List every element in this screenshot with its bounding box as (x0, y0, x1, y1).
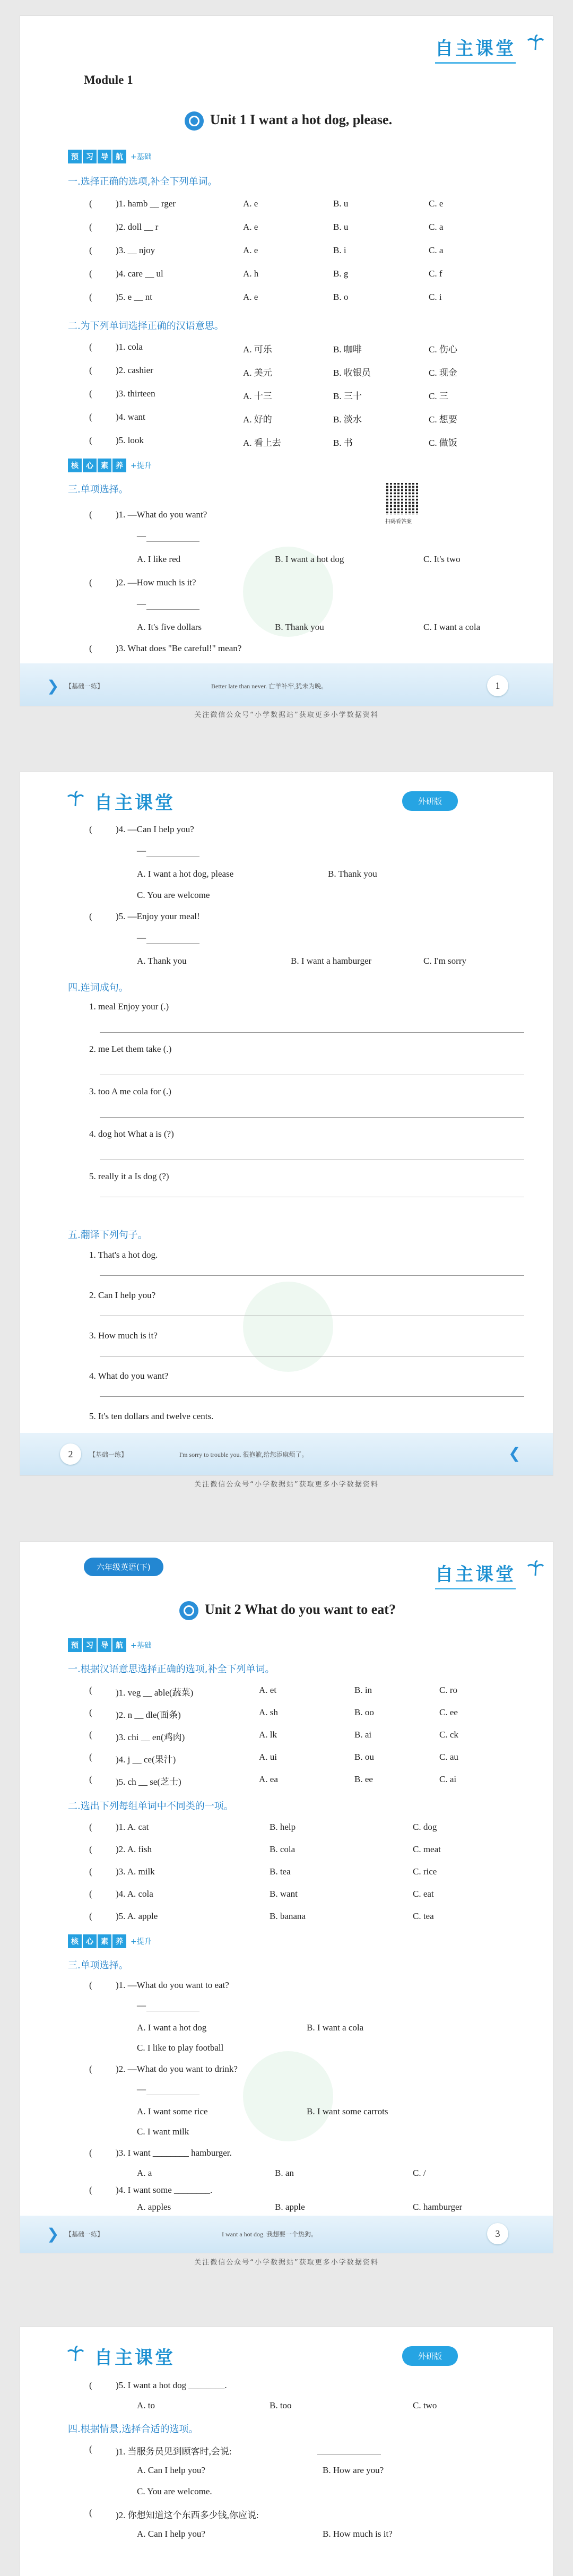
arrow-right-icon: ❯ (47, 2225, 59, 2243)
option-c: C. two (413, 2400, 437, 2410)
option-c: C. ck (439, 1730, 458, 1740)
option-c: C. 现金 (429, 368, 457, 378)
option-c: C. You are welcome. (137, 2486, 212, 2496)
reorder-row: 3. too A me cola for (.) (89, 1086, 171, 1096)
option-c: C. i (429, 292, 442, 302)
question-row: )1. veg __ able(蔬菜) (116, 1688, 194, 1698)
question-row: )5. A. apple (116, 1911, 158, 1921)
reorder-row: 2. me Let them take (.) (89, 1044, 172, 1054)
banner-block: 航 (112, 150, 126, 163)
option-b: B. How are you? (323, 2465, 384, 2475)
answer-paren[interactable]: ( (89, 643, 92, 653)
question-row: )4. I want some ________. (116, 2185, 213, 2195)
section-1-title: 一.根据汉语意思选择正确的选项,补全下列单词。 (68, 1664, 275, 1675)
edition-pill: 外研版 (402, 791, 458, 811)
answer-paren[interactable]: ( (89, 1685, 92, 1695)
answer-paren[interactable]: ( (89, 245, 92, 255)
question-row: )5. e __ nt (116, 292, 152, 302)
option-c: C. / (413, 2168, 426, 2178)
option-c: C. 三 (429, 391, 448, 401)
section-5-title: 五.翻译下列句子。 (68, 1230, 147, 1241)
page-footer (20, 2216, 553, 2253)
option-c: C. hamburger (413, 2202, 463, 2212)
answer-blank[interactable] (146, 943, 199, 944)
question-row: )4. want (116, 412, 145, 422)
banner-block: 养 (112, 1934, 126, 1948)
option-a: A. et (259, 1685, 277, 1695)
question-row: )1. hamb __ rger (116, 198, 176, 209)
answer-paren[interactable]: ( (89, 1866, 92, 1877)
answer-paren[interactable]: ( (89, 1822, 92, 1832)
option-b: B. ai (354, 1730, 372, 1740)
option-b: B. g (333, 269, 349, 279)
banner-preview (68, 149, 152, 165)
banner-core (68, 1933, 152, 1949)
page-caption: 关注微信公众号“小学数据站”获取更多小学数据资料 (194, 1481, 379, 1489)
answer-paren[interactable]: ( (89, 911, 92, 921)
banner-block: 心 (83, 459, 97, 472)
page-number: 2 (60, 1443, 81, 1465)
arrow-right-icon: ❯ (47, 677, 59, 695)
option-c: C. au (439, 1752, 458, 1762)
answer-paren[interactable]: ( (89, 365, 92, 375)
option-b: B. 咖啡 (333, 344, 362, 355)
answer-paren[interactable]: ( (89, 2064, 92, 2074)
page-number: 1 (487, 675, 508, 696)
answer-paren[interactable]: ( (89, 2444, 92, 2454)
option-c: C. It's two (423, 554, 461, 564)
option-b: B. I want a cola (307, 2022, 364, 2033)
banner-sub: +提升 (131, 1938, 152, 1946)
option-a: A. 美元 (243, 368, 272, 378)
answer-paren[interactable]: ( (89, 1889, 92, 1899)
answer-paren[interactable]: ( (89, 292, 92, 302)
option-b: B. apple (275, 2202, 305, 2212)
section-3-title: 三.单项选择。 (68, 1960, 128, 1971)
option-c: C. dog (413, 1822, 437, 1832)
option-b: B. I want a hamburger (291, 956, 372, 966)
translate-row: 3. How much is it? (89, 1330, 158, 1341)
header-logo: 自主课堂 (94, 2347, 175, 2368)
answer-blank[interactable] (317, 2454, 381, 2455)
option-b: B. Thank you (328, 869, 377, 879)
question-row: )5. —Enjoy your meal! (116, 911, 200, 921)
unit-disc-icon (179, 1601, 198, 1620)
option-c: C. 做饭 (429, 438, 457, 448)
option-a: A. It's five dollars (137, 622, 202, 632)
page-footer (20, 1433, 553, 1475)
watermark-logo (243, 1282, 333, 1372)
answer-paren[interactable]: ( (89, 1844, 92, 1854)
section-2-title: 二.为下列单词选择正确的汉语意思。 (68, 321, 224, 332)
question-row: )4. care __ ul (116, 269, 163, 279)
option-c: C. eat (413, 1889, 434, 1899)
question-row: )2. —How much is it? (116, 577, 196, 587)
question-row: )1. —What do you want? (116, 509, 207, 520)
option-b: B. I want some carrots (307, 2106, 388, 2116)
answer-paren[interactable]: ( (89, 1752, 92, 1762)
answer-line[interactable] (100, 1117, 524, 1118)
option-b: B. too (270, 2400, 292, 2410)
option-c: C. a (429, 222, 444, 232)
section-2-title: 二.选出下列每组单词中不同类的一项。 (68, 1801, 233, 1812)
answer-line[interactable] (100, 1396, 524, 1397)
reorder-row: 5. really it a Is dog (?) (89, 1171, 169, 1181)
option-b: B. ou (354, 1752, 374, 1762)
edition-pill: 外研版 (402, 2346, 458, 2366)
option-a: A. sh (259, 1707, 278, 1717)
question-row: )5. I want a hot dog ________. (116, 2380, 227, 2390)
banner-sub: +基础 (131, 1641, 152, 1650)
answer-paren[interactable]: ( (89, 577, 92, 587)
question-row: )3. __ njoy (116, 245, 155, 255)
option-a: A. ea (259, 1774, 278, 1784)
banner-preview (68, 1637, 152, 1653)
section-4-title: 四.连词成句。 (68, 982, 128, 993)
answer-paren[interactable]: ( (89, 1730, 92, 1740)
option-b: B. I want a hot dog (275, 554, 344, 564)
option-c: C. ro (439, 1685, 457, 1695)
option-a: A. Can I help you? (137, 2529, 205, 2539)
answer-paren[interactable]: ( (89, 435, 92, 445)
option-c: C. You are welcome (137, 890, 210, 900)
unit-title: Unit 1 I want a hot dog, please. (185, 111, 392, 131)
option-a: A. Can I help you? (137, 2465, 205, 2475)
banner-block: 习 (83, 150, 97, 163)
answer-paren[interactable]: ( (89, 412, 92, 422)
answer-paren[interactable]: ( (89, 2185, 92, 2195)
reorder-row: 4. dog hot What a is (?) (89, 1129, 174, 1139)
option-a: A. h (243, 269, 259, 279)
option-b: B. i (333, 245, 346, 255)
option-c: C. tea (413, 1911, 434, 1921)
question-row: )3. What does "Be careful!" mean? (116, 643, 242, 653)
page-3 (20, 1542, 553, 2253)
option-a: A. to (137, 2400, 155, 2410)
option-c: C. I like to play football (137, 2043, 224, 2053)
banner-block: 预 (68, 1638, 82, 1652)
question-row: )1. A. cat (116, 1822, 149, 1832)
option-b: B. 三十 (333, 391, 362, 401)
arrow-left-icon: ❮ (508, 1445, 521, 1462)
question-row: )3. thirteen (116, 388, 155, 399)
answer-paren[interactable]: ( (89, 1707, 92, 1717)
option-c: C. meat (413, 1844, 441, 1854)
option-c: C. 伤心 (429, 344, 457, 355)
question-row: )2. 你想知道这个东西多少钱,你应说: (116, 2510, 259, 2520)
palm-tree-icon (67, 790, 84, 807)
option-b: B. in (354, 1685, 372, 1695)
answer-paren[interactable]: ( (89, 388, 92, 399)
question-row: )3. I want ________ hamburger. (116, 2148, 232, 2158)
banner-block: 养 (112, 459, 126, 472)
option-c: C. e (429, 198, 444, 209)
translate-row: 1. That's a hot dog. (89, 1250, 158, 1260)
option-a: A. I want some rice (137, 2106, 208, 2116)
page-caption: 关注微信公众号“小学数据站”获取更多小学数据资料 (194, 711, 379, 719)
question-row: )5. look (116, 435, 144, 445)
answer-paren[interactable]: ( (89, 269, 92, 279)
banner-block: 心 (83, 1934, 97, 1948)
answer-paren[interactable]: ( (89, 222, 92, 232)
option-a: A. a (137, 2168, 152, 2178)
banner-block: 航 (112, 1638, 126, 1652)
question-row: )2. cashier (116, 365, 153, 375)
answer-line[interactable] (100, 1275, 524, 1276)
answer-paren[interactable]: ( (89, 1980, 92, 1990)
answer-paren[interactable]: ( (89, 2380, 92, 2390)
option-a: A. 看上去 (243, 438, 281, 448)
banner-block: 导 (98, 150, 111, 163)
answer-dash: — (137, 2084, 146, 2094)
question-row: )3. A. milk (116, 1866, 155, 1877)
question-row: )3. chi __ en(鸡肉) (116, 1732, 185, 1742)
question-row: )4. j __ ce(果汁) (116, 1754, 176, 1765)
option-c: C. f (429, 269, 442, 279)
option-b: B. tea (270, 1866, 291, 1877)
option-a: A. ui (259, 1752, 277, 1762)
question-row: )1. cola (116, 342, 143, 352)
question-row: )1. —What do you want to eat? (116, 1980, 229, 1990)
banner-block: 素 (98, 1934, 111, 1948)
footer-label: 【基础一练】 (65, 682, 104, 690)
unit-title: Unit 2 What do you want to eat? (179, 1601, 396, 1620)
option-c: C. I'm sorry (423, 956, 466, 966)
option-b: B. 淡水 (333, 414, 362, 425)
reorder-row: 1. meal Enjoy your (.) (89, 1001, 169, 1012)
option-c: C. 想要 (429, 414, 457, 425)
palm-tree-icon (527, 34, 544, 51)
module-title: Module 1 (84, 73, 133, 87)
section-1-title: 一.选择正确的选项,补全下列单词。 (68, 176, 218, 187)
option-b: B. banana (270, 1911, 306, 1921)
answer-paren[interactable]: ( (89, 1774, 92, 1784)
footer-label: 【基础一练】 (89, 1451, 128, 1458)
option-c: C. ai (439, 1774, 457, 1784)
header-logo: 自主课堂 (94, 792, 175, 814)
question-row: )2. n __ dle(面条) (116, 1710, 181, 1720)
option-a: A. e (243, 198, 258, 209)
page-2 (20, 772, 553, 1475)
option-c: C. I want a cola (423, 622, 481, 632)
watermark-logo (243, 2051, 333, 2141)
banner-block: 核 (68, 459, 82, 472)
answer-paren[interactable]: ( (89, 509, 92, 520)
palm-tree-icon (527, 1560, 544, 1577)
option-b: B. o (333, 292, 349, 302)
question-row: )1. 当服务员见到顾客时,会说: (116, 2447, 232, 2457)
section-4-title: 四.根据情景,选择合适的选项。 (68, 2424, 198, 2435)
qr-caption: 扫码看答案 (385, 519, 412, 525)
page-1 (20, 16, 553, 706)
answer-dash: — (137, 2000, 146, 2010)
option-b: B. want (270, 1889, 298, 1899)
page-4 (20, 2327, 553, 2576)
option-b: B. u (333, 222, 349, 232)
option-b: B. an (275, 2168, 294, 2178)
answer-dash: — (137, 845, 146, 855)
option-a: A. apples (137, 2202, 171, 2212)
section-3-title: 三.单项选择。 (68, 484, 128, 495)
unit-disc-icon (185, 111, 204, 131)
option-b: B. oo (354, 1707, 374, 1717)
option-c: C. ee (439, 1707, 458, 1717)
banner-block: 习 (83, 1638, 97, 1652)
option-a: A. Thank you (137, 956, 187, 966)
option-a: A. I like red (137, 554, 181, 564)
page-footer (20, 663, 553, 706)
question-row: )4. A. cola (116, 1889, 153, 1899)
option-a: A. 十三 (243, 391, 272, 401)
grade-pill: 六年级英语(下) (84, 1558, 163, 1576)
question-row: )4. —Can I help you? (116, 824, 194, 834)
banner-block: 素 (98, 459, 111, 472)
answer-blank[interactable] (146, 541, 199, 542)
option-a: A. e (243, 222, 258, 232)
option-a: A. I want a hot dog, please (137, 869, 234, 879)
translate-row: 5. It's ten dollars and twelve cents. (89, 1411, 214, 1421)
option-a: A. I want a hot dog (137, 2022, 207, 2033)
qr-code-image[interactable] (386, 483, 418, 515)
option-a: A. lk (259, 1730, 277, 1740)
banner-core (68, 457, 152, 473)
footer-label: 【基础一练】 (65, 2231, 104, 2238)
option-b: B. help (270, 1822, 296, 1832)
option-b: B. Thank you (275, 622, 324, 632)
answer-paren[interactable]: ( (89, 2148, 92, 2158)
footer-motto: I want a hot dog. 我想要一个热狗。 (222, 2231, 317, 2238)
banner-block: 导 (98, 1638, 111, 1652)
header-logo: 自主课堂 (435, 1560, 516, 1589)
option-a: A. 好的 (243, 414, 272, 425)
answer-dash: — (137, 932, 146, 943)
answer-paren[interactable]: ( (89, 198, 92, 209)
option-b: B. ee (354, 1774, 373, 1784)
option-b: B. 书 (333, 438, 353, 448)
answer-dash: — (137, 599, 146, 609)
question-row: )2. doll __ r (116, 222, 159, 232)
option-b: B. u (333, 198, 349, 209)
answer-paren[interactable]: ( (89, 2508, 92, 2518)
option-a: A. 可乐 (243, 344, 272, 355)
answer-paren[interactable]: ( (89, 1911, 92, 1921)
option-c: C. I want milk (137, 2127, 189, 2137)
banner-block: 预 (68, 150, 82, 163)
footer-motto: Better late than never. 亡羊补牢,犹未为晚。 (211, 682, 328, 690)
answer-blank[interactable] (146, 609, 199, 610)
page-number: 3 (487, 2223, 508, 2244)
header-logo: 自主课堂 (435, 34, 516, 64)
palm-tree-icon (67, 2345, 84, 2362)
option-b: B. cola (270, 1844, 296, 1854)
option-a: A. e (243, 245, 258, 255)
option-b: B. 收银员 (333, 368, 371, 378)
option-a: A. e (243, 292, 258, 302)
answer-line[interactable] (100, 1032, 524, 1033)
footer-motto: I'm sorry to trouble you. 很抱歉,给您添麻烦了。 (179, 1451, 308, 1458)
option-c: C. rice (413, 1866, 437, 1877)
question-row: )2. —What do you want to drink? (116, 2064, 238, 2074)
answer-paren[interactable]: ( (89, 824, 92, 834)
option-c: C. a (429, 245, 444, 255)
translate-row: 2. Can I help you? (89, 1290, 156, 1300)
translate-row: 4. What do you want? (89, 1371, 169, 1381)
question-row: )5. ch __ se(芝士) (116, 1777, 181, 1787)
banner-block: 核 (68, 1934, 82, 1948)
option-b: B. How much is it? (323, 2529, 393, 2539)
answer-blank[interactable] (146, 856, 199, 857)
question-row: )2. A. fish (116, 1844, 152, 1854)
answer-paren[interactable]: ( (89, 342, 92, 352)
answer-dash: — (137, 531, 146, 541)
banner-sub: +基础 (131, 153, 152, 161)
page-caption: 关注微信公众号“小学数据站”获取更多小学数据资料 (194, 2259, 379, 2267)
banner-sub: +提升 (131, 462, 152, 470)
